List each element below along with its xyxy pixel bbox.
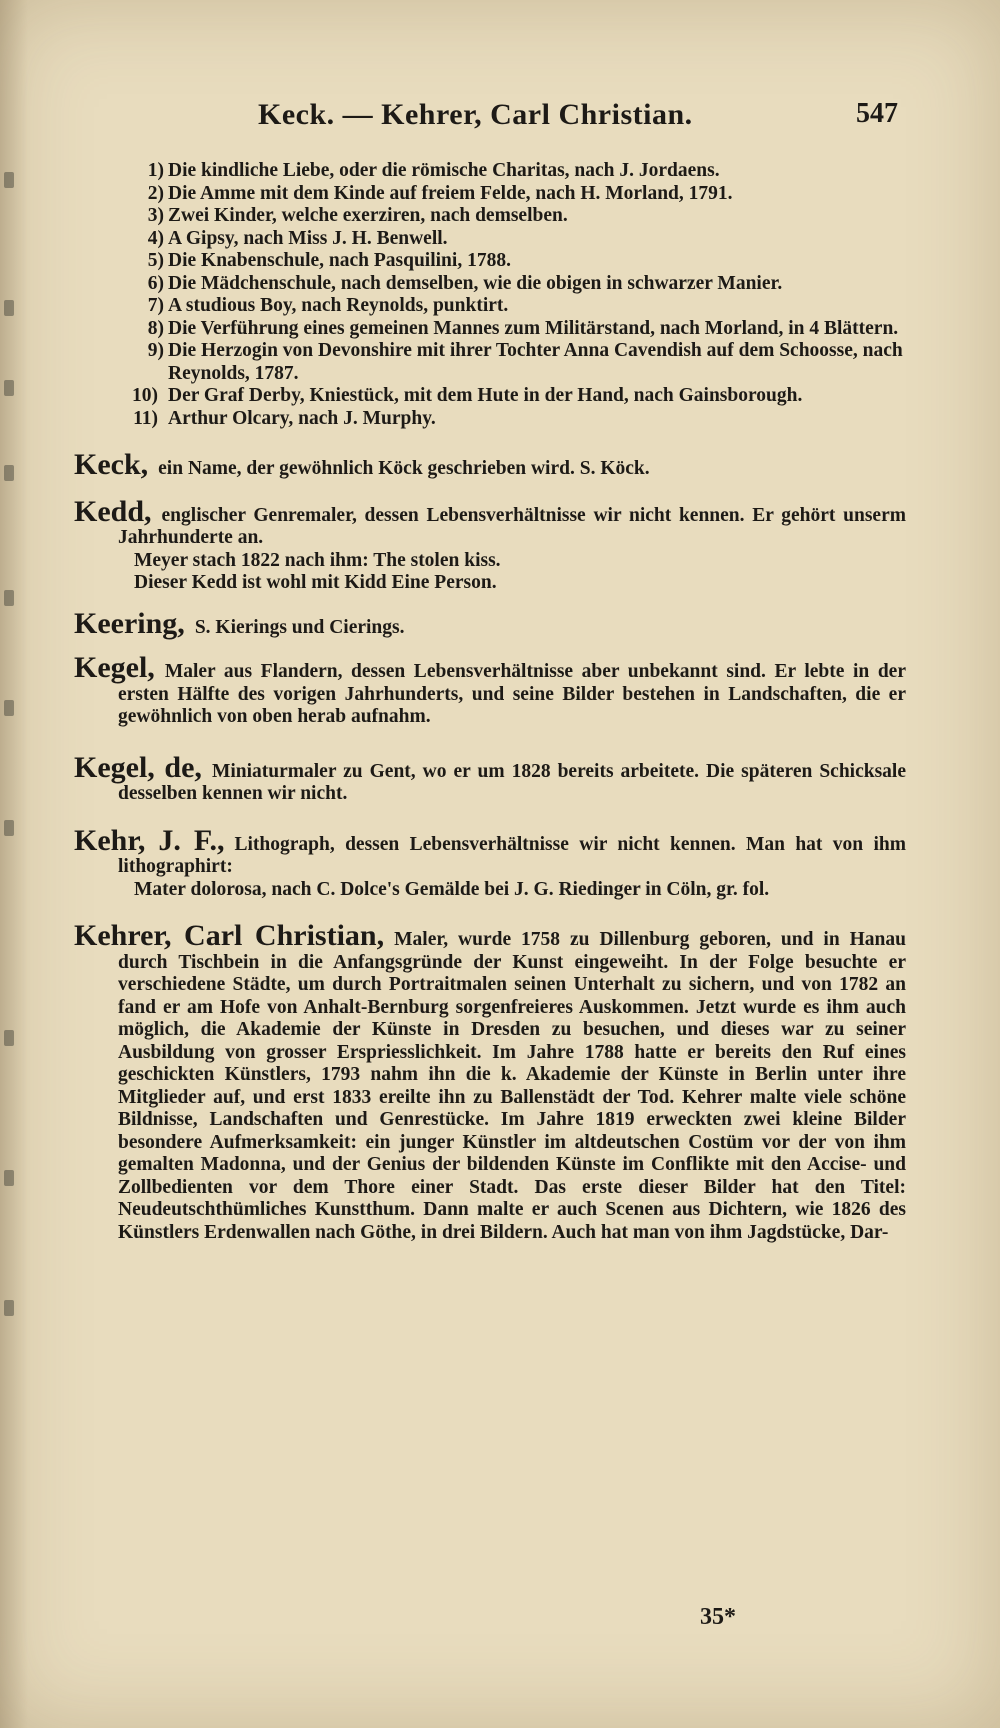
plate-item xyxy=(74,318,906,341)
bleed-through-mark xyxy=(4,172,14,188)
plate-text: Zwei Kinder, welche exerziren, nach demselben. xyxy=(168,205,568,226)
plate-item xyxy=(74,340,906,385)
plate-item xyxy=(74,205,906,228)
plate-item xyxy=(74,295,906,318)
plate-item xyxy=(74,385,906,408)
bleed-through-mark xyxy=(4,820,14,836)
plate-text: Die Verführung eines gemeinen Mannes zum Militärstand, nach Morland, in 4 Blättern. xyxy=(168,317,899,339)
entry-text: englischer Genremaler, dessen Lebensverhältnisse wir nicht kennen. Er gehört unserm Jahrhunderte an. xyxy=(118,504,906,548)
plate-number: 2) xyxy=(147,182,164,204)
entry-body xyxy=(74,750,906,806)
plate-text: A studious Boy, nach Reynolds, punktirt. xyxy=(168,295,509,316)
page-content xyxy=(74,160,906,1244)
entry-text: Maler, wurde 1758 zu Dillenburg geboren, und in Hanau durch Tischbein in die Anfangsgründe der Kunst eingeweiht. In der Folge besuchte er verschiedene Städte, um durch Portraitmalen seinen Unterhalt zu sichern, und von 1782 an fand er am Hofe von Anhalt-Bernburg sorgenfreieres Auskommen. Jetzt wurde es ihm auch möglich, die Akademie der Künste in Dresden zu besuchen, und dieses war zu seiner Ausbildung von grosser Erspriesslichkeit. Im Jahre 1788 hatte er bereits den Ruf eines geschickten Künstlers, 1793 nahm ihn die k. Akademie der Künste in Berlin unter ihre Mitglieder auf, und erst 1833 ereilte ihn zu Ballenstädt der Tod. Kehrer malte viele schöne Bildnisse, Landschaften und Genrestücke. Im Jahre 1819 erweckten zwei kleine Bilder besondere Aufmerksamkeit: ein junger Künstler im altdeutschen Costüm vor der von ihm gemalten Madonna, und der Genius der bildenden Künste im Conflikte mit den Accise- und Zollbedienten vor dem Thore einer Stadt. Das erste dieser Bilder hat den Titel: Neudeutschthümliches Kunstthum. Dann malte er auch Scenen aus Dichtern, wie 1826 des Künstlers Erdenwallen nach Göthe, in drei Bildern. Auch hat man von ihm Jagdstücke, Dar- xyxy=(118,929,906,1243)
entry-keck xyxy=(74,448,906,481)
bleed-through-mark xyxy=(4,1170,14,1186)
bleed-through-mark xyxy=(4,465,14,481)
entry-note: Dieser Kedd ist wohl mit Kidd Eine Person. xyxy=(134,572,497,593)
entry-text: Maler aus Flandern, dessen Lebensverhältnisse aber unbekannt sind. Er lebte in der ersten Hälfte des vorigen Jahrhunderts, und seine Bilder bestehen in Landschaften, die er gewöhnlich von oben herab aufnahm. xyxy=(118,661,906,727)
plate-text: Arthur Olcary, nach J. Murphy. xyxy=(168,407,436,429)
plate-text: Die Herzogin von Devonshire mit ihrer Tochter Anna Cavendish auf dem Schoosse, nach Reynolds, 1787. xyxy=(168,340,903,384)
plate-number: 3) xyxy=(147,205,164,226)
entry-text: Lithograph, dessen Lebensverhältnisse wir nicht kennen. Man hat von ihm lithographirt: xyxy=(118,833,907,877)
entry-kegel-de xyxy=(74,750,906,806)
entry-text: ein Name, der gewöhnlich Köck geschrieben wird. S. Köck. xyxy=(158,458,650,479)
entry-body xyxy=(74,448,906,481)
entry-headword: Kegel, de, xyxy=(74,750,202,784)
plate-item xyxy=(74,250,906,273)
plate-number: 6) xyxy=(147,272,164,294)
plate-text: Die Mädchenschule, nach demselben, wie die obigen in schwarzer Manier. xyxy=(168,272,783,294)
entry-note: Mater dolorosa, nach C. Dolce's Gemälde bei J. G. Riedinger in Cöln, gr. fol. xyxy=(134,878,770,900)
plate-text: Der Graf Derby, Kniestück, mit dem Hute in der Hand, nach Gainsborough. xyxy=(168,385,803,406)
entry-headword: Keck, xyxy=(74,448,149,481)
bleed-through-mark xyxy=(4,700,14,716)
plate-text: A Gipsy, nach Miss J. H. Benwell. xyxy=(168,227,448,249)
page-number: 547 xyxy=(856,98,898,129)
entry-headword: Kehr, J. F., xyxy=(74,823,225,857)
plate-number: 1) xyxy=(147,160,164,181)
entry-kegel xyxy=(74,651,906,729)
entry-body xyxy=(74,651,906,729)
entry-body xyxy=(74,494,906,550)
entry-headword: Keering, xyxy=(74,606,185,640)
entry-note: Meyer stach 1822 nach ihm: The stolen kiss. xyxy=(134,549,501,571)
plate-text: Die Knabenschule, nach Pasquilini, 1788. xyxy=(168,250,511,271)
entry-body xyxy=(74,919,906,1244)
entry-body xyxy=(74,823,907,879)
entry-kehr xyxy=(74,823,907,902)
plate-number: 8) xyxy=(147,317,164,339)
entry-text: S. Kierings und Cierings. xyxy=(194,616,405,638)
bleed-through-mark xyxy=(4,590,14,606)
plate-item xyxy=(74,228,906,251)
plate-number: 11) xyxy=(133,407,158,429)
running-title: Keck. — Kehrer, Carl Christian. xyxy=(258,98,693,131)
plate-number: 9) xyxy=(147,340,164,361)
plate-text: Die kindliche Liebe, oder die römische Charitas, nach J. Jordaens. xyxy=(168,160,720,181)
bleed-through-mark xyxy=(4,380,14,396)
plate-item xyxy=(74,408,906,431)
bleed-through-mark xyxy=(4,1300,14,1316)
plate-item xyxy=(74,160,906,183)
entry-headword: Kegel, xyxy=(74,651,155,684)
entry-body xyxy=(74,606,906,640)
plate-text: Die Amme mit dem Kinde auf freiem Felde, nach H. Morland, 1791. xyxy=(168,182,733,204)
bleed-through-mark xyxy=(4,300,14,316)
entry-headword: Kehrer, Carl Christian, xyxy=(74,919,385,952)
plate-item xyxy=(74,273,906,296)
plate-number: 4) xyxy=(147,227,164,249)
entry-keering xyxy=(74,606,906,640)
page-gutter-shadow xyxy=(0,0,28,1728)
entry-headword: Kedd, xyxy=(74,494,152,528)
entry-kehrer xyxy=(74,919,906,1244)
signature-mark: 35* xyxy=(700,1604,736,1630)
bleed-through-mark xyxy=(4,1030,14,1046)
running-header xyxy=(258,98,898,138)
plate-number: 7) xyxy=(147,295,164,316)
entry-kedd xyxy=(74,494,906,595)
plate-number: 5) xyxy=(147,250,164,271)
entry-text: Miniaturmaler zu Gent, wo er um 1828 bereits arbeitete. Die späteren Schicksale desselben kennen wir nicht. xyxy=(118,760,906,804)
plate-list xyxy=(74,160,906,430)
plate-item xyxy=(74,183,906,206)
plate-number: 10) xyxy=(132,385,158,406)
